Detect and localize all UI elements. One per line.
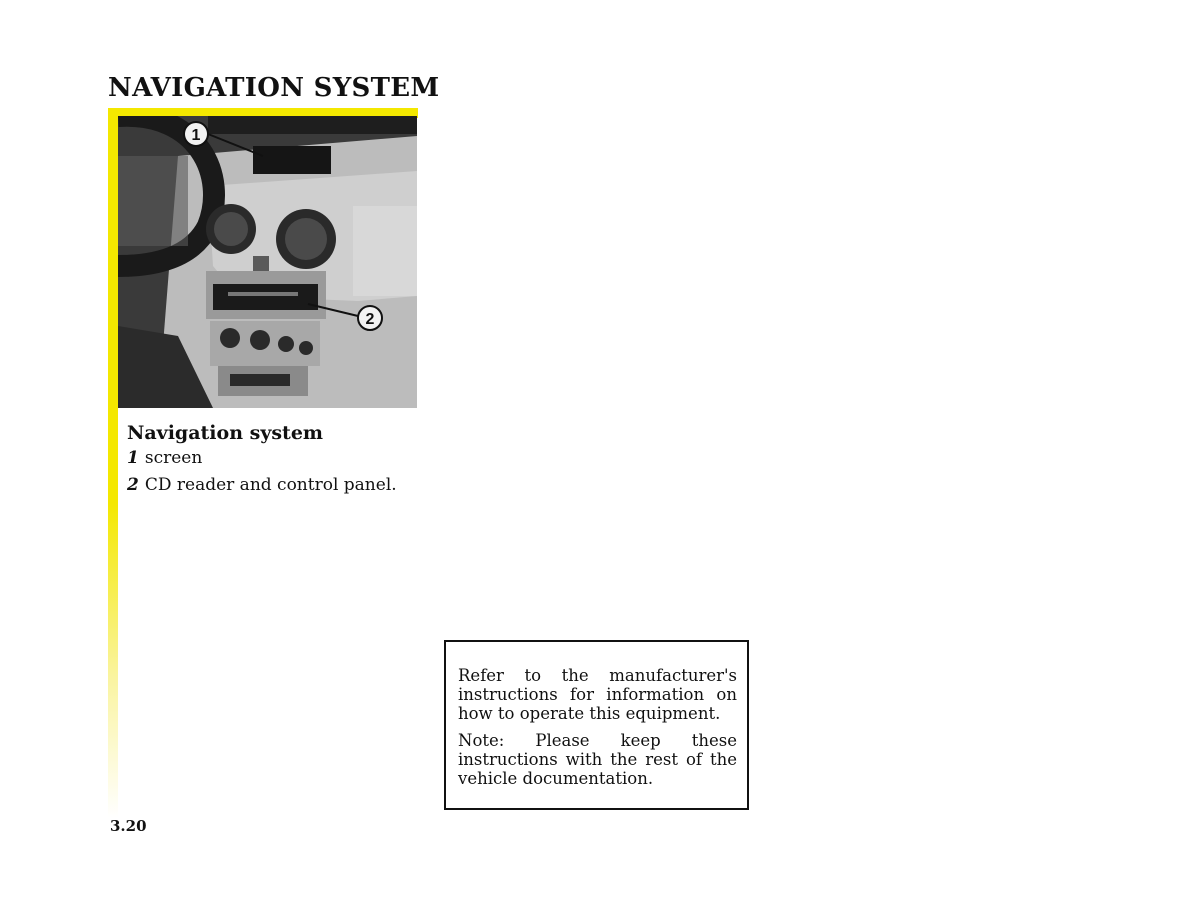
accent-bar-side [108, 118, 118, 818]
dashboard-photo [118, 116, 417, 408]
callout-2-label: 2 [365, 311, 375, 328]
callout-1 [184, 122, 208, 146]
callout-2 [358, 306, 382, 330]
caption-item-text: CD reader and control panel. [144, 475, 397, 495]
caption-item-text: screen [144, 448, 203, 468]
dashboard-illustration [118, 116, 417, 408]
callout-1-label: 1 [191, 127, 201, 144]
caption-item-cd-reader [127, 475, 397, 495]
caption-title: Navigation system [127, 422, 324, 444]
note-box [444, 640, 749, 810]
page-title: NAVIGATION SYSTEM [108, 73, 440, 103]
caption-item-screen [127, 448, 202, 468]
caption-item-number: 1 [127, 448, 139, 468]
caption-item-number: 2 [127, 475, 139, 495]
note-paragraph-1: Refer to the manufacturer's instructions for information on how to operate this equipment. [458, 666, 737, 723]
page-number: 3.20 [110, 817, 147, 835]
note-paragraph-2: Note: Please keep these instructions with the rest of the vehicle documentation. [458, 731, 737, 788]
